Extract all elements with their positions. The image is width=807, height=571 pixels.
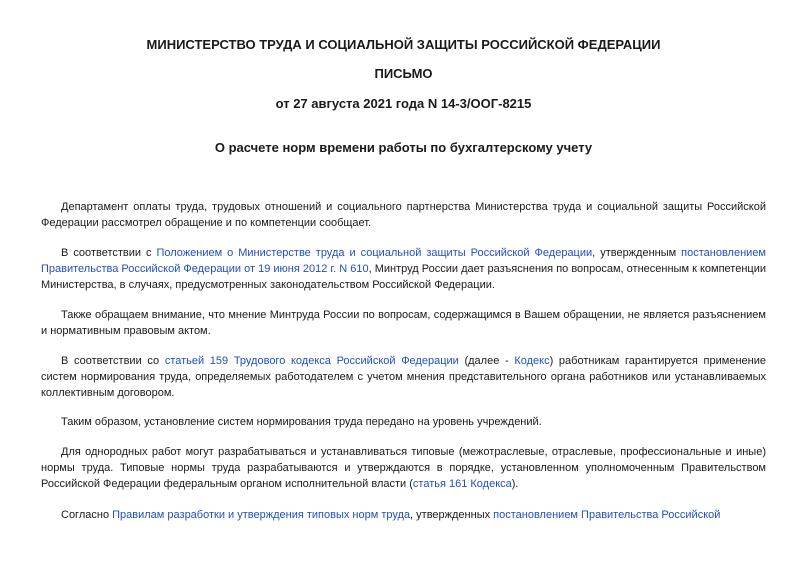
- link-ministry-regulation[interactable]: Положением о Министерстве труда и социальной защиты Российской Федерации: [156, 247, 593, 259]
- document-subject-heading: О расчете норм времени работы по бухгалтерскому учету: [214, 140, 593, 155]
- link-norm-rules[interactable]: Правилам разработки и утверждения типовых норм труда: [112, 509, 411, 521]
- paragraph-text: Согласно: [61, 509, 113, 521]
- paragraph-text: , утвержденных: [410, 509, 494, 521]
- paragraph-text: В соответствии со: [61, 355, 165, 367]
- document-type-heading: ПИСЬМО: [374, 66, 433, 81]
- link-code-article-161[interactable]: статья 161 Кодекса: [412, 478, 512, 490]
- paragraph-text: (далее -: [458, 355, 515, 367]
- paragraph-text: ) работникам гарантируется применение систем нормирования труда, определяемых работодателем с учетом мнения представительного органа работников или устанавливаемых коллективным договором.: [41, 355, 766, 399]
- link-code[interactable]: Кодекс: [514, 355, 550, 367]
- paragraph-competence: [41, 245, 766, 293]
- paragraph-rules: [41, 507, 766, 523]
- paragraph-text: ).: [511, 478, 519, 490]
- ministry-heading: МИНИСТЕРСТВО ТРУДА И СОЦИАЛЬНОЙ ЗАЩИТЫ РОССИЙСКОЙ ФЕДЕРАЦИИ: [146, 37, 661, 52]
- link-government-decree[interactable]: постановлением Правительства Российской: [493, 509, 721, 521]
- paragraph-text: Для однородных работ могут разрабатываться и устанавливаться типовые (межотраслевые, отраслевые, профессиональные и иные) нормы труда. Типовые нормы труда разрабатываются и утверждаются в порядке, установленном уполномоченным Правительством Российской Федерации федеральным органом исполнительной власти (: [41, 446, 766, 490]
- paragraph-intro: Департамент оплаты труда, трудовых отношений и социального партнерства Министерства труда и социальной защиты Российской Федерации рассмотрел обращение и по компетенции сообщает.: [41, 201, 766, 229]
- paragraph-standard-norms: [41, 444, 766, 492]
- paragraph-text: , утвержденным: [592, 247, 682, 259]
- link-government-decree-610[interactable]: постановлением Правительства Российской Федерации от 19 июня 2012 г. N 610: [41, 247, 766, 275]
- paragraph-conclusion: Таким образом, установление систем нормирования труда передано на уровень учреждений.: [61, 416, 542, 428]
- document-number-heading: от 27 августа 2021 года N 14-3/ООГ-8215: [275, 96, 532, 111]
- paragraph-text: , Минтруд России дает разъяснения по вопросам, отнесенным к компетенции Министерства, в случаях, предусмотренных законодательством Российской Федерации.: [41, 263, 766, 291]
- paragraph-notice: Также обращаем внимание, что мнение Минтруда России по вопросам, содержащимся в Вашем обращении, не является разъяснением и нормативным правовым актом.: [41, 309, 766, 337]
- paragraph-text: В соответствии с: [61, 247, 157, 259]
- link-labor-code-article-159[interactable]: статьей 159 Трудового кодекса Российской Федерации: [164, 355, 459, 367]
- paragraph-labor-code: [41, 353, 766, 401]
